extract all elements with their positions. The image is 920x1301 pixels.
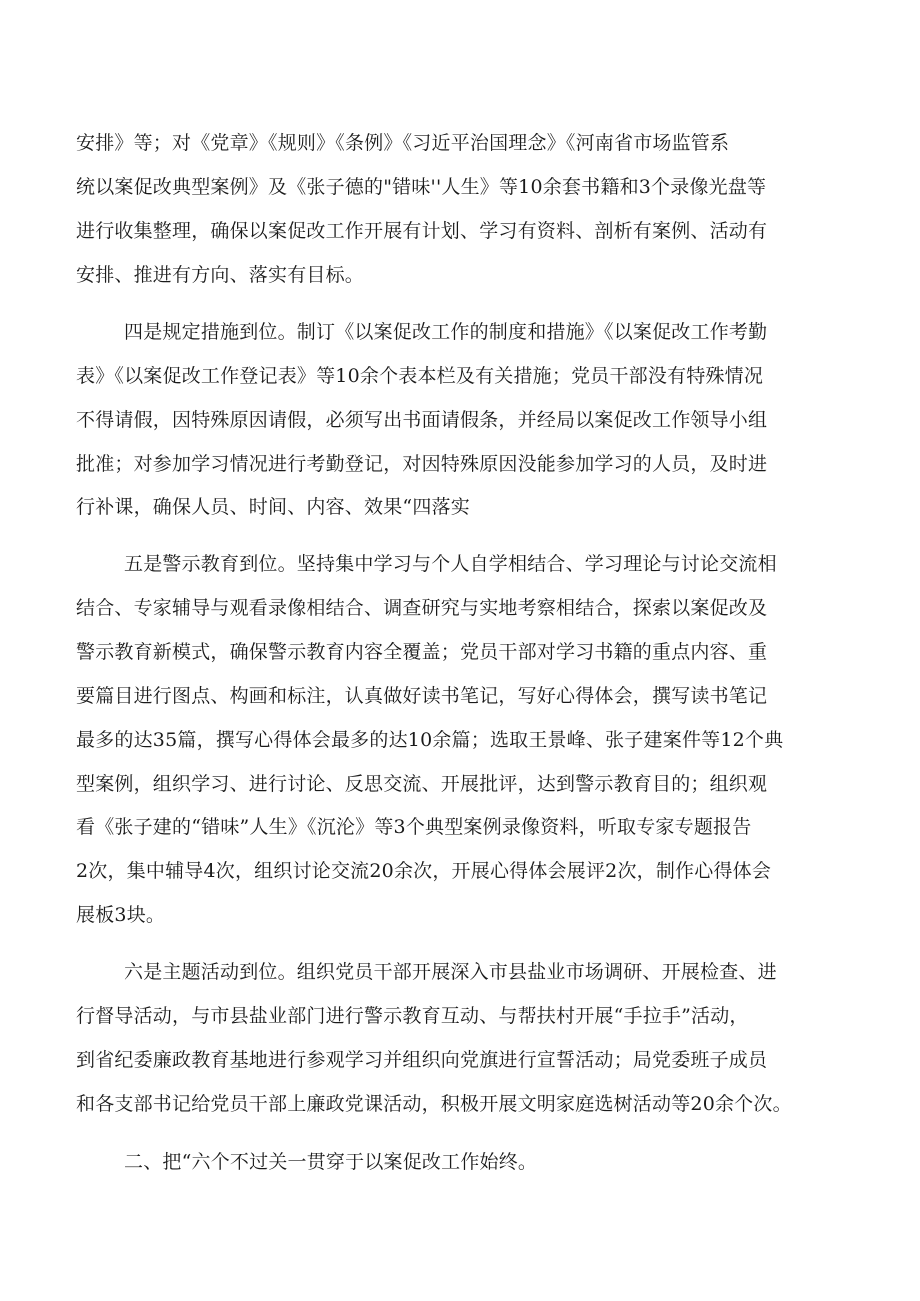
paragraph-2-line-3: 不得请假，因特殊原因请假，必须写出书面请假条，并经局以案促改工作领导小组 [76, 409, 768, 431]
paragraph-1-line-3: 进行收集整理，确保以案促改工作开展有计划、学习有资料、剖析有案例、活动有 [76, 220, 768, 242]
paragraph-3-line-7: 看《张子建的“错味”人生》《沉沦》等3个典型案例录像资料，听取专家专题报告 [76, 816, 752, 838]
paragraph-4-line-2: 行督导活动，与市县盐业部门进行警示教育互动、与帮扶村开展“手拉手”活动， [76, 1005, 749, 1027]
paragraph-3-line-1: 五是警示教育到位。坚持集中学习与个人自学相结合、学习理论与讨论交流相 [124, 553, 777, 575]
paragraph-3-line-8: 2次，集中辅导4次，组织讨论交流20余次，开展心得体会展评2次，制作心得体会 [76, 860, 772, 882]
paragraph-3-line-4: 要篇目进行图点、构画和标注，认真做好读书笔记，写好心得体会，撰写读书笔记 [76, 685, 768, 707]
paragraph-4-line-3: 到省纪委廉政教育基地进行参观学习并组织向党旗进行宣誓活动；局党委班子成员 [76, 1049, 768, 1071]
paragraph-2-line-4: 批准；对参加学习情况进行考勤登记，对因特殊原因没能参加学习的人员，及时进 [76, 453, 768, 475]
paragraph-2-line-5: 行补课，确保人员、时间、内容、效果“四落实 [76, 496, 470, 518]
paragraph-1-line-2: 统以案促改典型案例》及《张子德的"错味''人生》等10余套书籍和3个录像光盘等 [76, 176, 767, 198]
paragraph-3-line-2: 结合、专家辅导与观看录像相结合、调查研究与实地考察相结合，探索以案促改及 [76, 597, 768, 619]
paragraph-1-line-1: 安排》等；对《党章》《规则》《条例》《习近平治国理念》《河南省市场监管系 [76, 132, 730, 154]
paragraph-2-line-2: 表》《以案促改工作登记表》等10余个表本栏及有关措施；党员干部没有特殊情况 [76, 365, 764, 387]
paragraph-1-line-4: 安排、推进有方向、落实有目标。 [76, 264, 365, 286]
paragraph-3-line-9: 展板3块。 [76, 904, 166, 926]
paragraph-3-line-3: 警示教育新模式，确保警示教育内容全覆盖；党员干部对学习书籍的重点内容、重 [76, 641, 768, 663]
paragraph-3-line-5: 最多的达35篇，撰写心得体会最多的达10余篇；选取王景峰、张子建案件等12个典 [76, 729, 784, 751]
paragraph-4-line-4: 和各支部书记给党员干部上廉政党课活动，积极开展文明家庭选树活动等20余个次。 [76, 1093, 792, 1115]
paragraph-3-line-6: 型案例，组织学习、进行讨论、反思交流、开展批评，达到警示教育目的；组织观 [76, 773, 768, 795]
section-heading: 二、把“六个不过关一贯穿于以案促改工作始终。 [124, 1151, 538, 1173]
paragraph-2-line-1: 四是规定措施到位。制订《以案促改工作的制度和措施》《以案促改工作考勤 [124, 321, 768, 343]
paragraph-4-line-1: 六是主题活动到位。组织党员干部开展深入市县盐业市场调研、开展检查、进 [124, 961, 777, 983]
